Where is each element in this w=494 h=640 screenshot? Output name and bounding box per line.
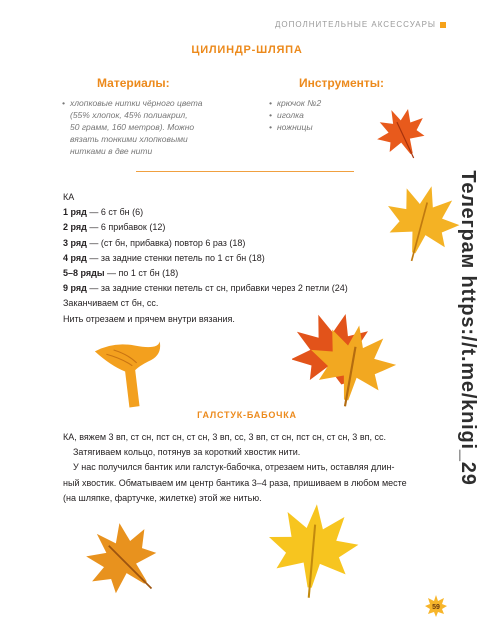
pattern-row — [63, 236, 393, 251]
row-text: Нить отрезаем и прячем внутри вязания. — [63, 313, 235, 324]
bowtie-line: Затягиваем кольцо, потянув за короткий хвостик нити. — [73, 447, 301, 458]
bowtie-line: (на шляпке, фартучке, жилетке) этой же нитью. — [63, 492, 262, 503]
row-text: Заканчиваем ст бн, сс. — [63, 298, 159, 309]
row-text: — за задние стенки петель ст сн, прибавки через 2 петли (24) — [86, 283, 348, 294]
page-number: 59 — [432, 604, 440, 611]
maple-leaf-cluster-icon — [292, 296, 400, 410]
materials-list — [62, 97, 262, 157]
bowtie-heading: ГАЛСТУК-БАБОЧКА — [197, 410, 297, 420]
page-number-badge — [424, 594, 448, 618]
materials-item-line: хлопковые нитки чёрного цвета — [70, 98, 203, 108]
maple-leaf-icon — [262, 494, 364, 604]
tools-heading: Инструменты: — [299, 76, 385, 90]
pattern-row — [63, 266, 393, 281]
tools-item-label: ножницы — [277, 122, 313, 132]
row-text: КА — [63, 192, 75, 202]
materials-item-line: вязать тонкими хлопковыми — [70, 134, 188, 144]
section-divider — [136, 171, 354, 172]
pattern-row — [63, 220, 393, 235]
pattern-row — [63, 251, 393, 266]
page-title: ЦИЛИНДР-ШЛЯПА — [191, 44, 303, 56]
tools-item-label: иголка — [277, 110, 304, 120]
row-label: 5–8 ряды — [63, 268, 105, 279]
header-square-marker — [440, 22, 446, 28]
mushroom-icon — [92, 335, 164, 411]
maple-leaf-icon — [70, 518, 176, 602]
row-text: — за задние стенки петель по 1 ст бн (18) — [86, 252, 265, 263]
tools-list — [269, 97, 379, 133]
materials-item-line: 50 грамм, 160 метров). Можно — [70, 122, 195, 132]
section-header-label: ДОПОЛНИТЕЛЬНЫЕ АКСЕССУАРЫ — [274, 20, 436, 29]
watermark-text: Телеграм https://t.me/knigi_29 — [457, 170, 479, 486]
row-text: — по 1 ст бн (18) — [104, 268, 179, 279]
materials-item-line: нитками в две нити — [70, 146, 153, 156]
row-text: — (ст бн, прибавка) повтор 6 раз (18) — [86, 237, 246, 248]
maple-leaf-icon — [367, 103, 437, 163]
bullet-icon: • — [269, 122, 272, 132]
materials-heading: Материалы: — [97, 76, 170, 90]
row-text: — 6 прибавок (12) — [86, 222, 166, 233]
pattern-row — [63, 190, 393, 205]
tools-item — [269, 109, 379, 121]
tools-item-label: крючок №2 — [277, 98, 322, 108]
bowtie-line: У нас получился бантик или галстук-бабочка, отрезаем нить, оставляя длин- — [73, 462, 395, 473]
materials-item — [62, 97, 262, 157]
row-text: — 6 ст бн (6) — [86, 207, 144, 218]
section-header — [275, 20, 446, 29]
row-label: 9 ряд — [63, 283, 87, 294]
pattern-row — [63, 205, 393, 220]
bowtie-instructions — [63, 430, 438, 506]
tools-item — [269, 97, 379, 109]
row-label: 4 ряд — [63, 252, 87, 263]
pattern-row — [63, 281, 393, 296]
bowtie-line: ный хвостик. Обматываем им центр бантика 3–4 раза, пришиваем в любом месте — [63, 477, 407, 488]
row-label: 1 ряд — [63, 207, 87, 218]
row-label: 3 ряд — [63, 237, 87, 248]
bullet-icon: • — [269, 110, 272, 120]
bullet-icon: • — [269, 98, 272, 108]
bowtie-line: КА, вяжем 3 вп, ст сн, пст сн, ст сн, 3 вп, сс, 3 вп, ст сн, пст сн, ст сн, 3 вп, сс. — [63, 432, 386, 442]
row-label: 2 ряд — [63, 222, 87, 233]
materials-item-line: (55% хлопок, 45% полиакрил, — [70, 110, 188, 120]
bullet-icon: • — [62, 98, 65, 108]
tools-item — [269, 121, 379, 133]
